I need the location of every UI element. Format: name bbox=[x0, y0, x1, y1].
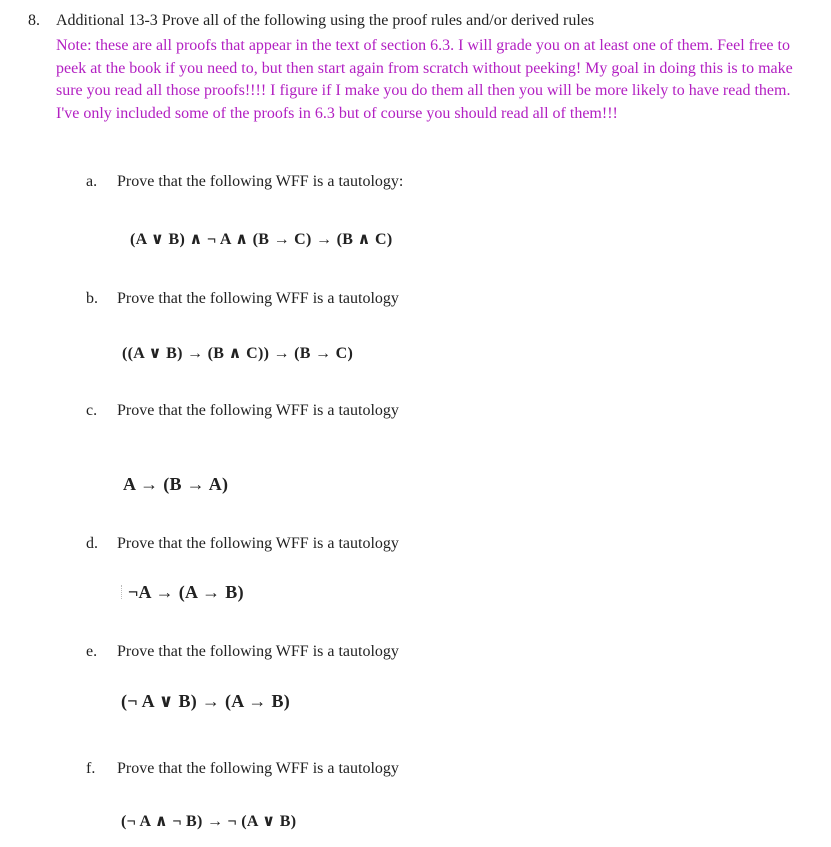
question-title: Additional 13-3 Prove all of the following using the proof rules and/or derived rules bbox=[56, 12, 595, 29]
part-d-text: Prove that the following WFF is a tautology bbox=[117, 535, 399, 552]
part-a-formula: (A ∨ B) ∧ ¬ A ∧ (B → C) → (B ∧ C) bbox=[130, 231, 393, 248]
part-d-formula-line bbox=[121, 582, 244, 603]
question-number: 8. bbox=[28, 12, 40, 29]
part-b-formula: ((A ∨ B) → (B ∧ C)) → (B → C) bbox=[122, 345, 354, 362]
part-b-letter: b. bbox=[86, 290, 98, 307]
text-cursor-marker bbox=[121, 585, 126, 599]
part-d-letter: d. bbox=[86, 535, 98, 552]
instructor-note: Note: these are all proofs that appear in the text of section 6.3. I will grade you on at least one of them. Feel free to peek at the book if you need to, but then start again from scratch without peeking! My goal in doing this is to make sure you read all those proofs!!!! I figure if I make you do them all then you will be more likely to have read them. I've only included some of the proofs in 6.3 but of course you should read all of them!!! bbox=[56, 37, 793, 122]
part-f-letter: f. bbox=[86, 760, 96, 777]
part-b-text: Prove that the following WFF is a tautology bbox=[117, 290, 399, 307]
part-f-text: Prove that the following WFF is a tautology bbox=[117, 760, 399, 777]
part-f-formula: (¬ A ∧ ¬ B) → ¬ (A ∨ B) bbox=[121, 813, 297, 830]
part-a-text: Prove that the following WFF is a tautology: bbox=[117, 173, 404, 190]
part-c-letter: c. bbox=[86, 402, 98, 419]
part-a-letter: a. bbox=[86, 173, 98, 190]
part-c-text: Prove that the following WFF is a tautology bbox=[117, 402, 399, 419]
part-e-letter: e. bbox=[86, 643, 98, 660]
part-c-formula: A → (B → A) bbox=[123, 474, 229, 494]
part-d-formula: ¬A → (A → B) bbox=[128, 582, 244, 602]
part-e-text: Prove that the following WFF is a tautology bbox=[117, 643, 399, 660]
part-e-formula: (¬ A ∨ B) → (A → B) bbox=[121, 691, 291, 711]
